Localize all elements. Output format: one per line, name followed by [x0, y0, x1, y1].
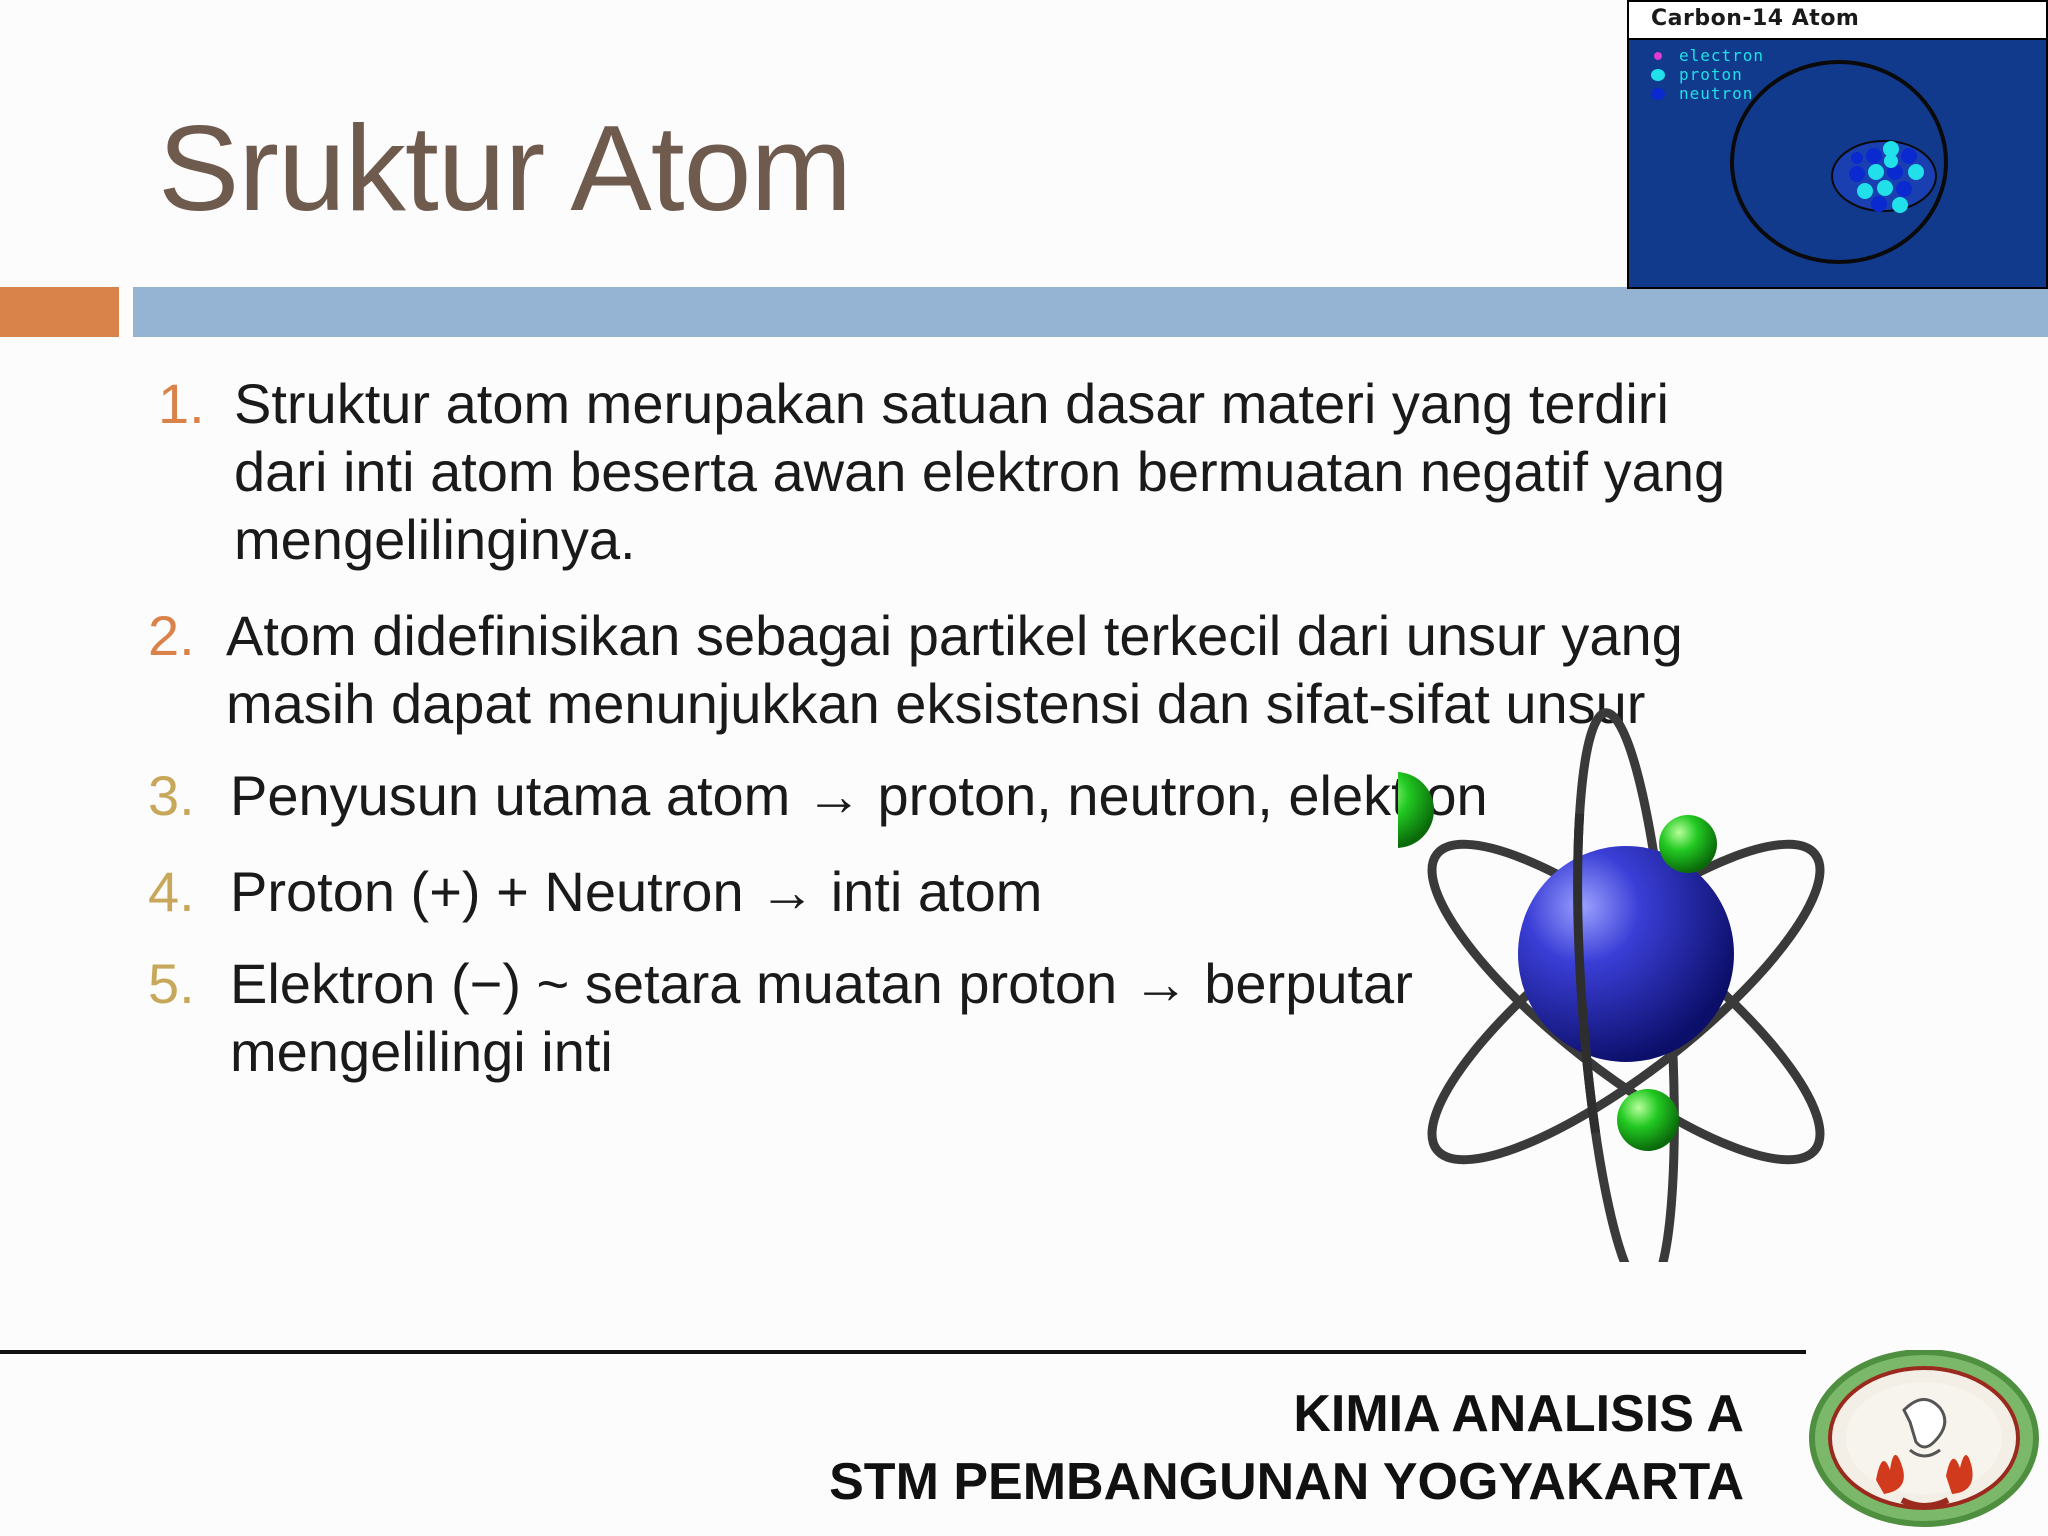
item-line: Penyusun utama atom → proton, neutron, elektron — [230, 764, 1488, 827]
school-seal-logo — [1806, 1350, 2048, 1536]
legend-label: electron — [1679, 46, 1765, 65]
electron-icon — [1617, 1089, 1679, 1151]
legend-label: neutron — [1679, 84, 1754, 103]
footer-divider — [0, 1350, 1806, 1354]
legend-label: proton — [1679, 65, 1743, 84]
item-line: Atom didefinisikan sebagai partikel terkecil dari unsur yang — [226, 604, 1683, 667]
footer-school: STM PEMBANGUNAN YOGYAKARTA — [829, 1453, 1744, 1511]
item-line: Proton (+) + Neutron → inti atom — [230, 860, 1043, 923]
item-line: dari inti atom beserta awan elektron bermuatan negatif yang — [234, 440, 1726, 503]
item-number: 4. — [148, 860, 195, 923]
accent-bar-orange — [0, 287, 119, 337]
item-line: masih dapat menunjukkan eksistensi dan sifat-sifat unsur — [226, 672, 1646, 735]
inset-heading: Carbon-14 Atom — [1629, 2, 2046, 40]
item-number: 3. — [148, 764, 195, 827]
item-line: Struktur atom merupakan satuan dasar materi yang terdiri — [234, 372, 1669, 435]
item-line: mengelilingi inti — [230, 1020, 613, 1083]
electron-icon — [1659, 815, 1717, 873]
item-line: Elektron (−) ~ setara muatan proton → berputar — [230, 952, 1413, 1015]
item-line: mengelilinginya. — [234, 508, 636, 571]
slide-title: Sruktur Atom — [158, 100, 852, 236]
item-number: 5. — [148, 952, 195, 1015]
carbon-14-diagram — [1629, 38, 2046, 288]
carbon-14-inset — [1627, 0, 2048, 289]
electron-icon — [1398, 772, 1434, 848]
item-number: 1. — [158, 372, 205, 435]
item-number: 2. — [148, 604, 195, 667]
nucleus-icon — [1518, 846, 1734, 1062]
footer-course: KIMIA ANALISIS A — [1293, 1385, 1744, 1443]
accent-bar-blue — [133, 287, 2048, 337]
atom-model-icon — [1398, 662, 1878, 1262]
